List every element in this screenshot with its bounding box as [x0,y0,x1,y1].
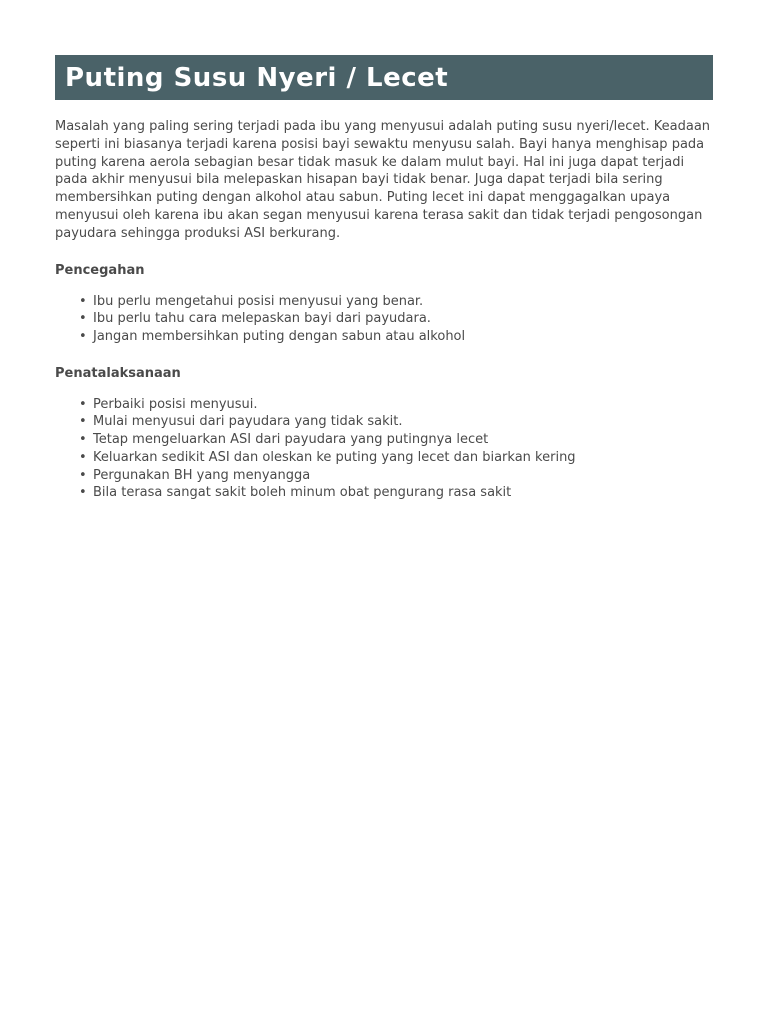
bullet-icon: • [79,293,87,309]
list-item-text: Ibu perlu tahu cara melepaskan bayi dari payudara. [93,311,431,327]
intro-paragraph: Masalah yang paling sering terjadi pada ibu yang menyusui adalah puting susu nyeri/lecet. Keadaan seperti ini biasanya terjadi karena posisi bayi sewaktu menyusu salah. Bayi hanya menghisap pada puting karena aerola sebagian besar tidak masuk ke dalam mulut bayi. Hal ini juga dapat terjadi pada akhir menyusui bila melepaskan hisapan bayi tidak benar. Juga dapat terjadi bila sering membersihkan puting dengan alkohol atau sabun. Puting lecet ini dapat menggagalkan upaya menyusui oleh karena ibu akan segan menyusui karena terasa sakit dan tidak terjadi pengosongan payudara sehingga produksi ASI berkurang. [55,119,711,241]
list-item [79,328,713,346]
list-item-text: Jangan membersihkan puting dengan sabun atau alkohol [93,328,466,344]
list-item [79,293,713,311]
list-item-text: Ibu perlu mengetahui posisi menyusui yang benar. [93,293,424,309]
list-item [79,431,713,449]
list-item-text: Perbaiki posisi menyusui. [93,396,258,412]
list-item [79,467,713,485]
list-item [79,484,713,502]
page-title: Puting Susu Nyeri / Lecet [65,62,449,93]
bullet-icon: • [79,432,87,448]
section-heading: Pencegahan [55,262,145,278]
list-item-text: Bila terasa sangat sakit boleh minum obat pengurang rasa sakit [93,485,512,501]
list-item [79,310,713,328]
list-item-text: Keluarkan sedikit ASI dan oleskan ke puting yang lecet dan biarkan kering [93,449,576,465]
bullet-icon: • [79,485,87,501]
list-item [79,396,713,414]
section-penatalaksanaan [55,365,713,502]
bullet-icon: • [79,414,87,430]
bullet-icon: • [79,328,87,344]
section-heading: Penatalaksanaan [55,365,181,381]
section-pencegahan [55,262,713,346]
bullet-icon: • [79,311,87,327]
document-page [55,55,713,502]
bullet-list [55,293,713,346]
list-item-text: Pergunakan BH yang menyangga [93,467,311,483]
bullet-icon: • [79,449,87,465]
bullet-list [55,396,713,502]
bullet-icon: • [79,467,87,483]
bullet-icon: • [79,396,87,412]
list-item [79,449,713,467]
list-item-text: Mulai menyusui dari payudara yang tidak sakit. [93,414,403,430]
list-item [79,413,713,431]
title-banner [55,55,713,100]
list-item-text: Tetap mengeluarkan ASI dari payudara yang putingnya lecet [93,432,489,448]
